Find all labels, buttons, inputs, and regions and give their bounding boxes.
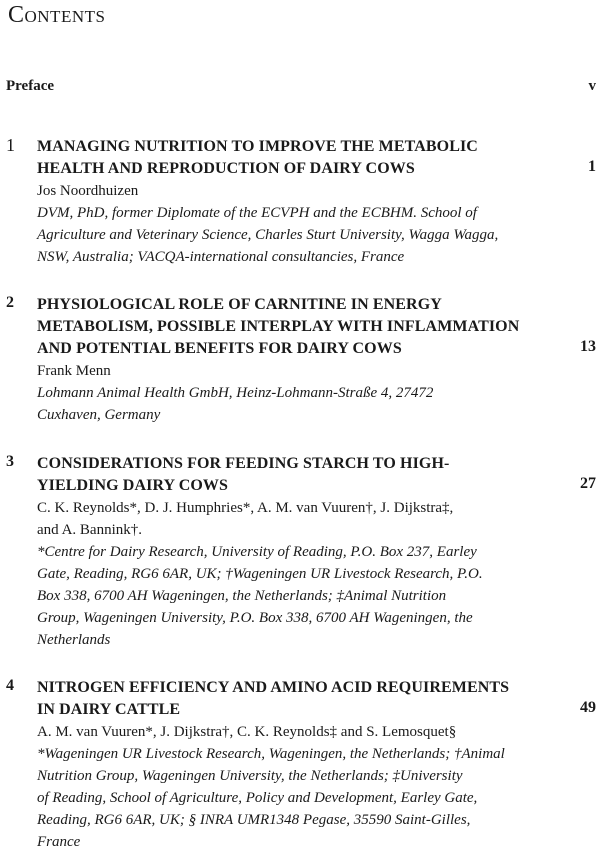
author-affiliation-line: Cuxhaven, Germany: [37, 407, 161, 423]
author-affiliation-line: Agriculture and Veterinary Science, Charles Sturt University, Wagga Wagga,: [37, 227, 499, 243]
chapter-title-line: AND POTENTIAL BENEFITS FOR DAIRY COWS: [37, 340, 402, 357]
chapter-number: 2: [6, 294, 14, 311]
chapter-details: [37, 453, 547, 651]
chapter-number: 4: [6, 677, 14, 694]
author-affiliation-line: Gate, Reading, RG6 6AR, UK; †Wageningen UR Livestock Research, P.O.: [37, 566, 483, 582]
chapter-page-number: 49: [580, 699, 596, 716]
author-affiliation-line: Netherlands: [37, 632, 111, 648]
chapter-title-line: CONSIDERATIONS FOR FEEDING STARCH TO HIGH-: [37, 455, 450, 472]
chapter-title-line: METABOLISM, POSSIBLE INTERPLAY WITH INFLAMMATION: [37, 318, 520, 335]
author-affiliation-line: France: [37, 834, 81, 850]
author-affiliation-line: *Wageningen UR Livestock Research, Wageningen, the Netherlands; †Animal: [37, 746, 505, 762]
author-affiliation-line: *Centre for Dairy Research, University of Reading, P.O. Box 237, Earley: [37, 544, 477, 560]
author-affiliation-line: Reading, RG6 6AR, UK; § INRA UMR1348 Pegase, 35590 Saint-Gilles,: [37, 812, 471, 828]
chapter-authors: Jos Noordhuizen: [37, 183, 139, 199]
chapter-title-line: NITROGEN EFFICIENCY AND AMINO ACID REQUIREMENTS: [37, 679, 510, 696]
chapter-authors: Frank Menn: [37, 363, 111, 379]
author-affiliation-line: NSW, Australia; VACQA-international consultancies, France: [37, 249, 405, 265]
chapter-details: [37, 294, 547, 426]
chapter-authors: C. K. Reynolds*, D. J. Humphries*, A. M. van Vuuren†, J. Dijkstra‡,: [37, 500, 454, 516]
chapter-details: [37, 677, 547, 853]
toc-entry-preface[interactable]: [6, 78, 596, 100]
chapter-authors: A. M. van Vuuren*, J. Dijkstra†, C. K. Reynolds‡ and S. Lemosquet§: [37, 724, 457, 740]
chapter-title-line: PHYSIOLOGICAL ROLE OF CARNITINE IN ENERGY: [37, 296, 442, 313]
chapter-title-line: MANAGING NUTRITION TO IMPROVE THE METABOLIC: [37, 138, 478, 155]
chapter-number: 1: [6, 135, 15, 155]
chapter-title-line: YIELDING DAIRY COWS: [37, 477, 228, 494]
preface-label: Preface: [6, 78, 55, 94]
author-affiliation-line: DVM, PhD, former Diplomate of the ECVPH and the ECBHM. School of: [37, 205, 477, 221]
chapter-details: [37, 136, 547, 268]
chapter-number: 3: [6, 453, 14, 470]
chapter-title-line: IN DAIRY CATTLE: [37, 701, 181, 718]
chapter-page-number: 13: [580, 338, 596, 355]
page-title: Contents: [8, 2, 106, 28]
author-affiliation-line: Box 338, 6700 AH Wageningen, the Netherlands; ‡Animal Nutrition: [37, 588, 447, 604]
chapter-authors: and A. Bannink†.: [37, 522, 142, 538]
chapter-page-number: 27: [580, 475, 596, 492]
preface-page-number: v: [588, 78, 596, 94]
chapter-page-number: 1: [588, 158, 596, 175]
author-affiliation-line: Lohmann Animal Health GmbH, Heinz-Lohmann-Straße 4, 27472: [37, 385, 434, 401]
author-affiliation-line: Group, Wageningen University, P.O. Box 338, 6700 AH Wageningen, the: [37, 610, 473, 626]
author-affiliation-line: Nutrition Group, Wageningen University, the Netherlands; ‡University: [37, 768, 463, 784]
author-affiliation-line: of Reading, School of Agriculture, Policy and Development, Earley Gate,: [37, 790, 478, 806]
chapter-title-line: HEALTH AND REPRODUCTION OF DAIRY COWS: [37, 160, 415, 177]
